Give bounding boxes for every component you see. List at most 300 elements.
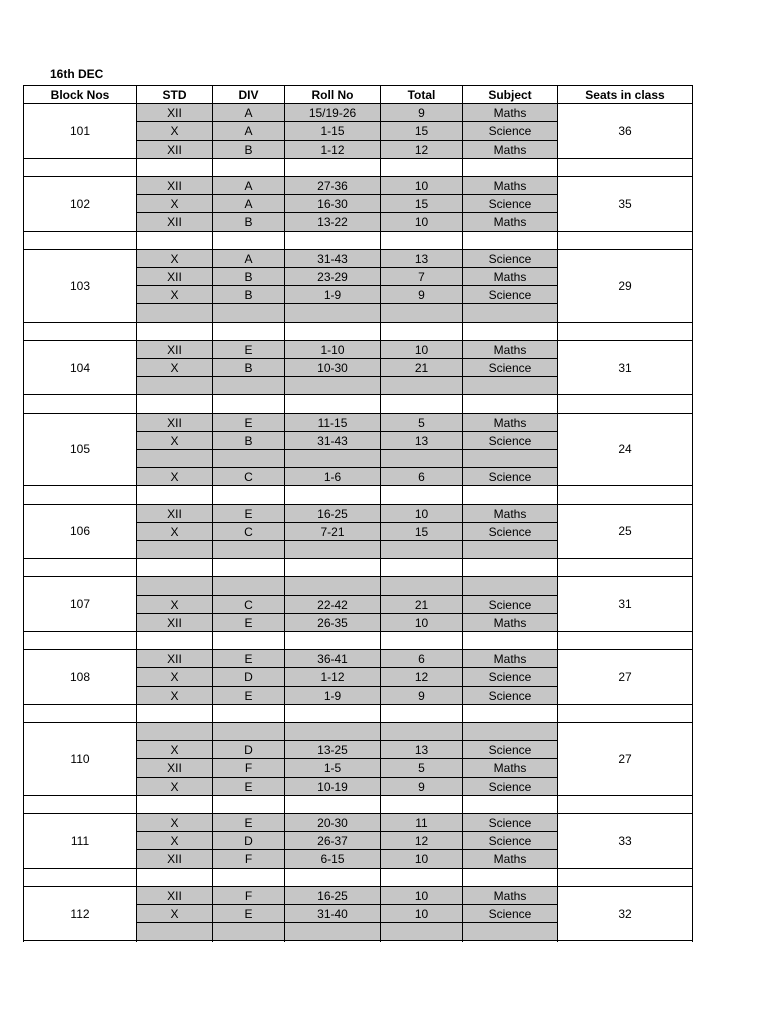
spacer-column-border — [380, 795, 381, 813]
cell-std: XII — [137, 341, 212, 358]
block-column-border — [23, 722, 24, 795]
seats-in-class: 27 — [618, 751, 632, 766]
cell-div: A — [213, 195, 284, 212]
cell-div: E — [213, 341, 284, 358]
cell-std: XII — [137, 414, 212, 431]
spacer-column-border — [284, 940, 285, 942]
spacer-column-border — [462, 558, 463, 576]
spacer-column-border — [284, 631, 285, 649]
cell-subject — [463, 577, 557, 594]
block-column-border — [557, 886, 558, 941]
spacer-column-border — [212, 868, 213, 886]
cell-total: 13 — [381, 250, 462, 267]
cell-total — [381, 377, 462, 394]
header-column-border — [380, 85, 381, 103]
cell-div — [213, 923, 284, 940]
cell-subject: Science — [463, 286, 557, 303]
cell-subject: Maths — [463, 850, 557, 867]
block-column-border — [136, 722, 137, 795]
spacer-column-border — [284, 868, 285, 886]
cell-std: X — [137, 778, 212, 795]
cell-div: B — [213, 286, 284, 303]
cell-total: 9 — [381, 104, 462, 121]
spacer-column-border — [692, 558, 693, 576]
spacer-column-border — [23, 795, 24, 813]
spacer-column-border — [380, 158, 381, 176]
block-column-border — [23, 576, 24, 631]
cell-std: XII — [137, 141, 212, 158]
cell-roll: 20-30 — [285, 814, 380, 831]
row-divider — [136, 212, 558, 213]
block-bottom-border — [23, 158, 693, 159]
header-column-border — [557, 85, 558, 103]
cell-div: C — [213, 596, 284, 613]
row-divider — [136, 758, 558, 759]
column-header: Seats in class — [585, 88, 665, 102]
block-column-border — [692, 576, 693, 631]
spacer-column-border — [136, 795, 137, 813]
seats-in-class: 31 — [618, 597, 632, 612]
cell-roll: 1-15 — [285, 122, 380, 139]
spacer-column-border — [284, 322, 285, 340]
cell-total — [381, 723, 462, 740]
row-divider — [136, 376, 558, 377]
block-column-border — [692, 649, 693, 704]
block-bottom-border — [23, 868, 693, 869]
spacer-column-border — [136, 704, 137, 722]
cell-div: E — [213, 414, 284, 431]
cell-total: 6 — [381, 650, 462, 667]
cell-std: X — [137, 468, 212, 485]
block-column-border — [284, 649, 285, 704]
block-bottom-border — [23, 795, 693, 796]
block-column-border — [136, 576, 137, 631]
spacer-column-border — [380, 940, 381, 942]
block-column-border — [380, 413, 381, 486]
row-divider — [136, 522, 558, 523]
cell-total — [381, 450, 462, 467]
spacer-column-border — [462, 158, 463, 176]
block-bottom-border — [23, 485, 693, 486]
block-number: 106 — [69, 524, 91, 539]
cell-total: 12 — [381, 668, 462, 685]
cell-roll: 7-21 — [285, 523, 380, 540]
spacer-column-border — [462, 631, 463, 649]
cell-total: 12 — [381, 832, 462, 849]
cell-div — [213, 377, 284, 394]
spacer-column-border — [462, 485, 463, 503]
row-divider — [136, 449, 558, 450]
cell-roll: 26-35 — [285, 614, 380, 631]
block-number: 101 — [69, 123, 91, 138]
row-divider — [136, 849, 558, 850]
spacer-column-border — [380, 322, 381, 340]
cell-subject — [463, 723, 557, 740]
spacer-column-border — [23, 485, 24, 503]
block-column-border — [380, 649, 381, 704]
cell-total: 15 — [381, 122, 462, 139]
cell-subject: Maths — [463, 614, 557, 631]
block-column-border — [212, 504, 213, 559]
cell-std: X — [137, 250, 212, 267]
cell-std — [137, 304, 212, 321]
spacer-column-border — [380, 394, 381, 412]
cell-total: 21 — [381, 596, 462, 613]
row-divider — [136, 121, 558, 122]
cell-roll: 16-25 — [285, 887, 380, 904]
spacer-column-border — [212, 231, 213, 249]
block-column-border — [380, 103, 381, 158]
cell-div: F — [213, 759, 284, 776]
cell-total: 10 — [381, 505, 462, 522]
spacer-column-border — [692, 795, 693, 813]
spacer-column-border — [284, 558, 285, 576]
cell-roll: 36-41 — [285, 650, 380, 667]
spacer-column-border — [212, 394, 213, 412]
cell-subject: Science — [463, 596, 557, 613]
row-divider — [136, 285, 558, 286]
cell-div: E — [213, 650, 284, 667]
block-column-border — [692, 504, 693, 559]
block-column-border — [462, 249, 463, 322]
spacer-column-border — [212, 485, 213, 503]
block-column-border — [284, 504, 285, 559]
spacer-column-border — [692, 231, 693, 249]
block-column-border — [692, 340, 693, 395]
cell-div: A — [213, 104, 284, 121]
spacer-column-border — [380, 704, 381, 722]
block-column-border — [284, 176, 285, 231]
row-divider — [136, 303, 558, 304]
block-column-border — [692, 722, 693, 795]
spacer-column-border — [692, 940, 693, 942]
block-column-border — [23, 813, 24, 868]
cell-subject: Science — [463, 905, 557, 922]
cell-roll: 1-6 — [285, 468, 380, 485]
block-column-border — [380, 176, 381, 231]
row-divider — [136, 595, 558, 596]
cell-subject: Science — [463, 195, 557, 212]
cell-subject: Maths — [463, 104, 557, 121]
date-title: 16th DEC — [50, 67, 104, 81]
cell-roll: 22-42 — [285, 596, 380, 613]
cell-subject: Science — [463, 432, 557, 449]
cell-total: 9 — [381, 687, 462, 704]
cell-subject: Science — [463, 523, 557, 540]
block-bottom-border — [23, 940, 693, 941]
block-column-border — [462, 649, 463, 704]
block-column-border — [212, 103, 213, 158]
row-divider — [136, 922, 558, 923]
spacer-column-border — [462, 231, 463, 249]
block-column-border — [136, 413, 137, 486]
cell-total: 10 — [381, 887, 462, 904]
cell-roll: 10-30 — [285, 359, 380, 376]
spacer-column-border — [136, 485, 137, 503]
cell-div: D — [213, 668, 284, 685]
header-column-border — [462, 85, 463, 103]
cell-subject: Science — [463, 814, 557, 831]
block-column-border — [136, 340, 137, 395]
cell-total: 21 — [381, 359, 462, 376]
cell-subject: Maths — [463, 213, 557, 230]
cell-subject: Science — [463, 122, 557, 139]
cell-subject: Science — [463, 832, 557, 849]
spacer-column-border — [380, 231, 381, 249]
cell-total — [381, 577, 462, 594]
spacer-column-border — [557, 394, 558, 412]
block-column-border — [23, 413, 24, 486]
cell-roll — [285, 541, 380, 558]
row-divider — [136, 777, 558, 778]
block-number: 112 — [70, 906, 90, 921]
spacer-column-border — [136, 631, 137, 649]
spacer-column-border — [557, 322, 558, 340]
cell-roll: 1-10 — [285, 341, 380, 358]
cell-std: X — [137, 741, 212, 758]
block-column-border — [692, 249, 693, 322]
cell-total: 5 — [381, 414, 462, 431]
block-column-border — [692, 813, 693, 868]
cell-roll — [285, 723, 380, 740]
cell-roll: 15/19-26 — [285, 104, 380, 121]
spacer-column-border — [557, 868, 558, 886]
spacer-column-border — [557, 631, 558, 649]
block-column-border — [136, 886, 137, 941]
block-column-border — [284, 103, 285, 158]
column-header: Block Nos — [50, 88, 110, 102]
spacer-column-border — [692, 631, 693, 649]
block-column-border — [557, 103, 558, 158]
cell-total — [381, 304, 462, 321]
block-column-border — [380, 249, 381, 322]
cell-div: E — [213, 814, 284, 831]
cell-div — [213, 577, 284, 594]
cell-total: 9 — [381, 286, 462, 303]
spacer-column-border — [284, 394, 285, 412]
cell-total: 10 — [381, 177, 462, 194]
spacer-column-border — [692, 158, 693, 176]
column-header: Subject — [488, 88, 532, 102]
cell-subject: Maths — [463, 341, 557, 358]
cell-total: 7 — [381, 268, 462, 285]
block-bottom-border — [23, 231, 693, 232]
cell-total: 15 — [381, 523, 462, 540]
block-column-border — [284, 576, 285, 631]
cell-div — [213, 723, 284, 740]
cell-subject — [463, 541, 557, 558]
spacer-column-border — [136, 868, 137, 886]
row-divider — [136, 831, 558, 832]
block-number: 107 — [69, 597, 91, 612]
cell-subject — [463, 923, 557, 940]
cell-total: 15 — [381, 195, 462, 212]
spacer-column-border — [23, 558, 24, 576]
spacer-column-border — [462, 940, 463, 942]
block-column-border — [557, 576, 558, 631]
cell-total: 10 — [381, 213, 462, 230]
cell-div: A — [213, 177, 284, 194]
cell-std — [137, 541, 212, 558]
cell-subject: Science — [463, 468, 557, 485]
block-column-border — [462, 504, 463, 559]
spacer-column-border — [462, 394, 463, 412]
spacer-column-border — [23, 158, 24, 176]
cell-div: C — [213, 523, 284, 540]
cell-roll — [285, 450, 380, 467]
header-column-border — [212, 85, 213, 103]
cell-total: 10 — [381, 341, 462, 358]
cell-std: XII — [137, 177, 212, 194]
cell-roll: 26-37 — [285, 832, 380, 849]
cell-std — [137, 377, 212, 394]
spacer-column-border — [212, 795, 213, 813]
cell-subject — [463, 304, 557, 321]
seats-in-class: 25 — [618, 524, 632, 539]
block-column-border — [136, 249, 137, 322]
cell-subject: Maths — [463, 414, 557, 431]
block-column-border — [284, 722, 285, 795]
spacer-column-border — [136, 231, 137, 249]
cell-total: 11 — [381, 814, 462, 831]
block-column-border — [380, 576, 381, 631]
cell-std: X — [137, 286, 212, 303]
header-column-border — [23, 85, 24, 103]
cell-total: 10 — [381, 614, 462, 631]
block-number: 105 — [69, 442, 91, 457]
spacer-column-border — [462, 795, 463, 813]
block-column-border — [462, 576, 463, 631]
cell-subject: Maths — [463, 268, 557, 285]
cell-subject: Maths — [463, 650, 557, 667]
row-divider — [136, 904, 558, 905]
cell-div: B — [213, 141, 284, 158]
block-column-border — [212, 576, 213, 631]
spacer-column-border — [557, 158, 558, 176]
cell-subject: Maths — [463, 141, 557, 158]
block-column-border — [136, 103, 137, 158]
cell-std: X — [137, 668, 212, 685]
cell-roll: 1-12 — [285, 668, 380, 685]
block-column-border — [136, 504, 137, 559]
cell-total: 13 — [381, 741, 462, 758]
block-column-border — [462, 413, 463, 486]
spacer-column-border — [23, 704, 24, 722]
cell-roll: 10-19 — [285, 778, 380, 795]
block-column-border — [23, 176, 24, 231]
row-divider — [136, 140, 558, 141]
cell-div: B — [213, 432, 284, 449]
spacer-column-border — [380, 631, 381, 649]
spacer-column-border — [23, 940, 24, 942]
block-bottom-border — [23, 394, 693, 395]
block-column-border — [557, 813, 558, 868]
block-column-border — [380, 340, 381, 395]
row-divider — [136, 686, 558, 687]
spacer-column-border — [212, 322, 213, 340]
cell-total — [381, 541, 462, 558]
spacer-column-border — [284, 704, 285, 722]
column-header: DIV — [238, 88, 259, 102]
spacer-column-border — [557, 231, 558, 249]
cell-std — [137, 577, 212, 594]
block-column-border — [284, 413, 285, 486]
block-column-border — [212, 176, 213, 231]
cell-roll: 1-9 — [285, 687, 380, 704]
spacer-column-border — [284, 485, 285, 503]
block-column-border — [23, 340, 24, 395]
cell-total: 13 — [381, 432, 462, 449]
spacer-column-border — [136, 558, 137, 576]
cell-subject: Science — [463, 359, 557, 376]
block-column-border — [212, 649, 213, 704]
cell-std: X — [137, 195, 212, 212]
block-number: 102 — [69, 196, 91, 211]
spacer-column-border — [212, 631, 213, 649]
block-column-border — [462, 722, 463, 795]
cell-roll: 1-9 — [285, 286, 380, 303]
spacer-column-border — [23, 868, 24, 886]
spacer-column-border — [380, 485, 381, 503]
cell-std: XII — [137, 887, 212, 904]
block-column-border — [212, 413, 213, 486]
block-column-border — [557, 413, 558, 486]
block-column-border — [23, 886, 24, 941]
cell-total: 10 — [381, 905, 462, 922]
block-column-border — [136, 649, 137, 704]
block-column-border — [23, 649, 24, 704]
block-column-border — [462, 103, 463, 158]
cell-subject: Maths — [463, 759, 557, 776]
block-column-border — [380, 722, 381, 795]
spacer-column-border — [692, 868, 693, 886]
cell-subject: Science — [463, 687, 557, 704]
spacer-column-border — [557, 558, 558, 576]
block-column-border — [557, 722, 558, 795]
cell-roll: 13-22 — [285, 213, 380, 230]
block-column-border — [23, 249, 24, 322]
spacer-column-border — [692, 485, 693, 503]
row-divider — [136, 267, 558, 268]
spacer-column-border — [557, 485, 558, 503]
cell-roll: 1-5 — [285, 759, 380, 776]
seats-in-class: 32 — [618, 906, 632, 921]
cell-subject: Maths — [463, 887, 557, 904]
cell-std: X — [137, 359, 212, 376]
cell-div — [213, 541, 284, 558]
cell-std — [137, 450, 212, 467]
block-column-border — [212, 813, 213, 868]
block-column-border — [462, 813, 463, 868]
spacer-column-border — [284, 231, 285, 249]
cell-subject: Science — [463, 778, 557, 795]
seats-in-class: 27 — [618, 669, 632, 684]
block-bottom-border — [23, 631, 693, 632]
block-column-border — [380, 886, 381, 941]
block-number: 103 — [69, 278, 91, 293]
row-divider — [136, 431, 558, 432]
spacer-column-border — [380, 868, 381, 886]
cell-div: B — [213, 268, 284, 285]
cell-std: XII — [137, 650, 212, 667]
cell-div: D — [213, 741, 284, 758]
spacer-column-border — [23, 394, 24, 412]
cell-subject — [463, 377, 557, 394]
spacer-column-border — [136, 940, 137, 942]
cell-roll: 11-15 — [285, 414, 380, 431]
spacer-column-border — [212, 940, 213, 942]
cell-std: XII — [137, 850, 212, 867]
